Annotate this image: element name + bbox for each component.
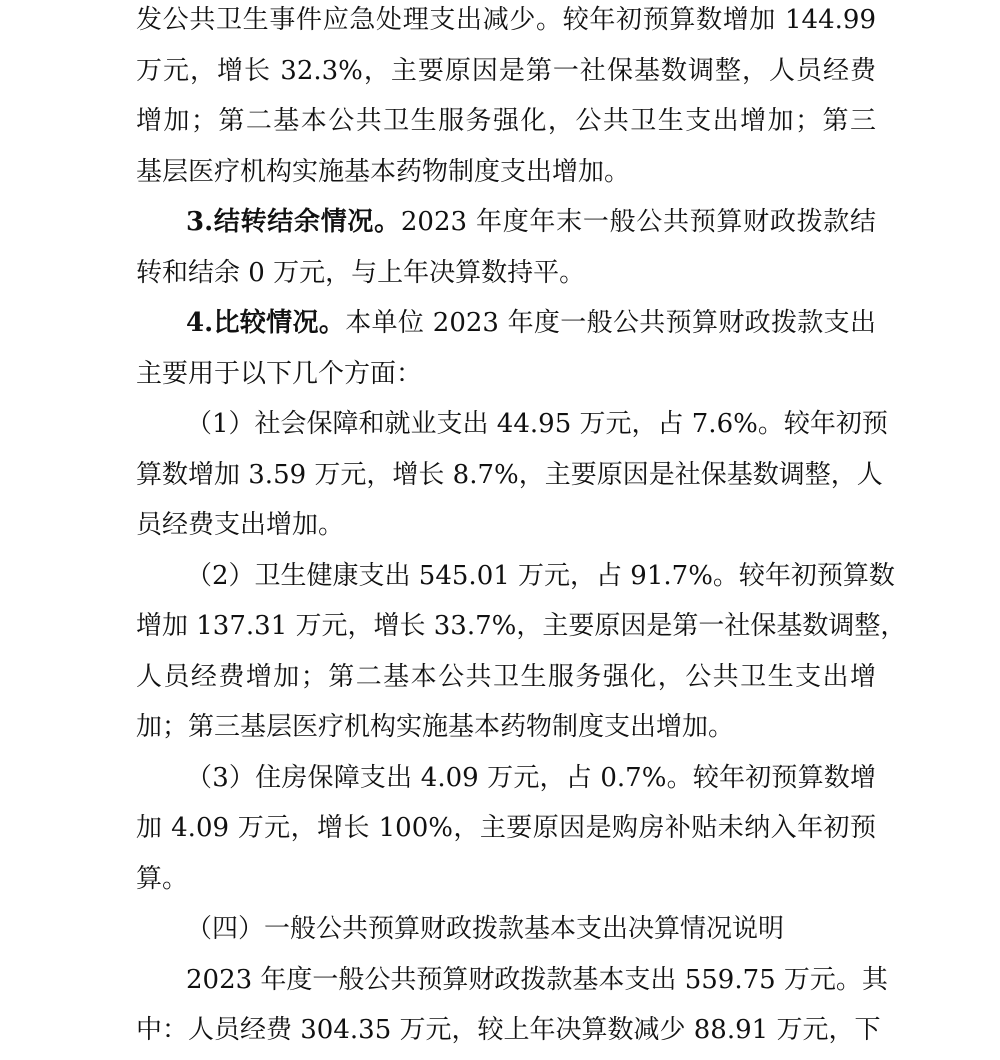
- paragraph-line: 转和结余 0 万元，与上年决算数持平。: [136, 258, 586, 288]
- subsection-heading: （四）一般公共预算财政拨款基本支出决算情况说明: [186, 914, 785, 944]
- document-page: [136, 0, 907, 1045]
- list-item-line: （1）社会保障和就业支出 44.95 万元，占 7.6%。较年初预: [186, 409, 888, 439]
- paragraph-line: 员经费支出增加。: [136, 510, 345, 540]
- section-text: 本单位 2023 年度一般公共预算财政拨款支出: [345, 308, 876, 338]
- paragraph-line: 基层医疗机构实施基本药物制度支出增加。: [136, 157, 631, 187]
- list-item-line: （2）卫生健康支出 545.01 万元，占 91.7%。较年初预算数: [186, 561, 895, 591]
- paragraph-line: 加；第三基层医疗机构实施基本药物制度支出增加。: [136, 712, 735, 742]
- paragraph-line: 主要用于以下几个方面：: [136, 359, 423, 389]
- section-heading: 3.结转结余情况。: [186, 207, 401, 237]
- paragraph-line: 加 4.09 万元，增长 100%，主要原因是购房补贴未纳入年初预: [136, 813, 876, 843]
- paragraph-line: 算数增加 3.59 万元，增长 8.7%，主要原因是社保基数调整，人: [136, 460, 883, 490]
- paragraph-line: 算。: [136, 864, 189, 894]
- paragraph-line: 增加 137.31 万元，增长 33.7%，主要原因是第一社保基数调整，: [136, 611, 907, 641]
- section-3-line: [186, 202, 876, 252]
- paragraph-line: 中：人员经费 304.35 万元，较上年决算数减少 88.91 万元，下: [136, 1015, 881, 1045]
- paragraph-line: 万元，增长 32.3%，主要原因是第一社保基数调整，人员经费: [136, 56, 876, 86]
- paragraph-line: 增加；第二基本公共卫生服务强化，公共卫生支出增加；第三: [136, 106, 876, 136]
- section-4-line: [186, 303, 876, 353]
- list-item-line: （3）住房保障支出 4.09 万元，占 0.7%。较年初预算数增: [186, 763, 876, 793]
- section-heading: 4.比较情况。: [186, 308, 346, 338]
- paragraph-line: 发公共卫生事件应急处理支出减少。较年初预算数增加 144.99: [136, 5, 876, 35]
- paragraph-line: 2023 年度一般公共预算财政拨款基本支出 559.75 万元。其: [186, 965, 888, 995]
- section-text: 2023 年度年末一般公共预算财政拨款结: [400, 207, 876, 237]
- paragraph-line: 人员经费增加；第二基本公共卫生服务强化，公共卫生支出增: [136, 662, 876, 692]
